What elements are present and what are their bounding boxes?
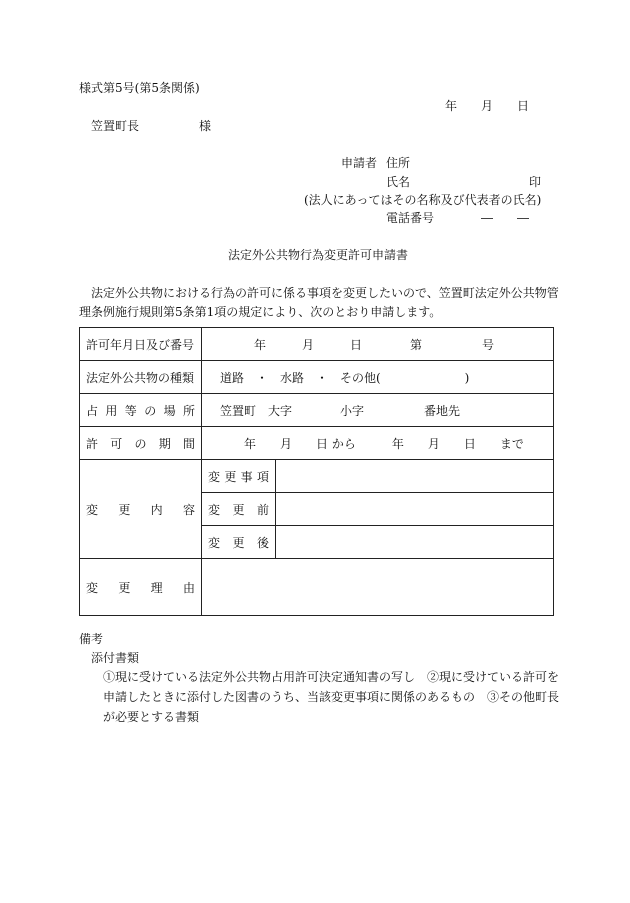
phone-label: 電話番号 [386, 211, 435, 225]
document-title: 法定外公共物行為変更許可申請書 [228, 248, 409, 262]
location-label: 占用等の場所 [80, 394, 202, 427]
table-row [80, 328, 554, 361]
applicant-label: 申請者 [341, 156, 378, 170]
permit-number-value: 年 月 日 第 号 [202, 328, 554, 361]
object-type-label: 法定外公共物の種類 [80, 361, 202, 394]
change-content-label: 変更内容 [80, 460, 202, 559]
notes-line-1: ①現に受けている法定外公共物占用許可決定通知書の写し ②現に受けている許可を [103, 670, 560, 684]
date-line: 年 月 日 [445, 99, 530, 113]
change-reason-label: 変更理由 [80, 559, 202, 616]
table-row [80, 427, 554, 460]
table-row [80, 559, 554, 616]
corporate-note: (法人にあってはその名称及び代表者の氏名) [304, 193, 542, 207]
period-value: 年 月 日 から 年 月 日 まで [202, 427, 554, 460]
form-number: 様式第5号(第5条関係) [79, 81, 200, 95]
location-value: 笠置町 大字 小字 番地先 [202, 394, 554, 427]
notes-line-2: 申請したときに添付した図書のうち、当該変更事項に関係のあるもの ③その他町長 [103, 690, 560, 704]
period-label: 許可の期間 [80, 427, 202, 460]
before-change-value [276, 493, 554, 526]
before-change-label: 変更前 [202, 493, 276, 526]
application-table [79, 327, 554, 616]
attachments-label: 添付書類 [91, 651, 140, 665]
after-change-label: 変更後 [202, 526, 276, 559]
notes-heading: 備考 [79, 632, 104, 646]
permit-number-label: 許可年月日及び番号 [80, 328, 202, 361]
addressee: 笠置町長 様 [91, 119, 212, 133]
change-item-label: 変更事項 [202, 460, 276, 493]
phone-dash: ― ― [481, 211, 530, 225]
seal-mark: 印 [529, 175, 542, 189]
after-change-value [276, 526, 554, 559]
change-item-value [276, 460, 554, 493]
table-row [80, 460, 554, 493]
table-row [80, 361, 554, 394]
object-type-value: 道路 ・ 水路 ・ その他( ) [202, 361, 554, 394]
address-label: 住所 [386, 156, 411, 170]
notes-line-3: が必要とする書類 [103, 710, 200, 724]
change-reason-value [202, 559, 554, 616]
table-row [80, 394, 554, 427]
intro-line-2: 理条例施行規則第5条第1項の規定により、次のとおり申請します。 [79, 305, 442, 319]
intro-line-1: 法定外公共物における行為の許可に係る事項を変更したいので、笠置町法定外公共物管 [91, 286, 559, 300]
name-label: 氏名 [386, 175, 411, 189]
